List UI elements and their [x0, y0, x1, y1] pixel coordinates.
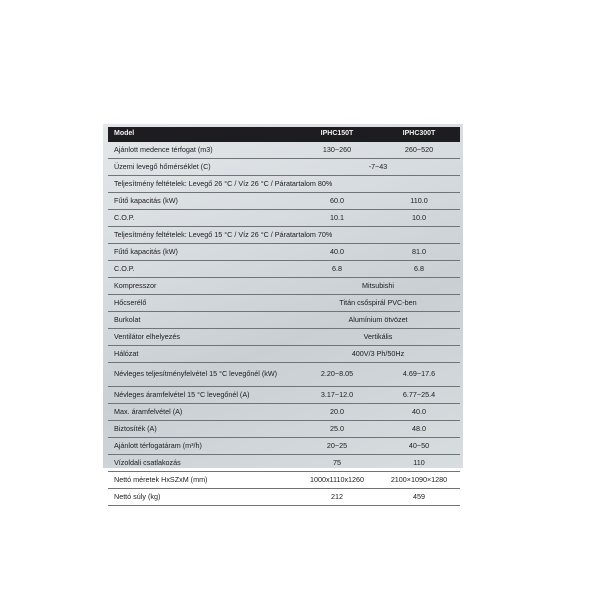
model-b-value: 6.8	[378, 261, 460, 278]
row-label: Hálózat	[108, 346, 296, 363]
model-a-value: 75	[296, 455, 378, 472]
table-row	[108, 227, 460, 244]
table-row	[108, 142, 460, 159]
table-row	[108, 455, 460, 472]
spec-table-body	[108, 142, 460, 506]
model-b-value: 10.0	[378, 210, 460, 227]
shared-value: 400V/3 Ph/50Hz	[296, 346, 460, 363]
row-label: Ajánlott térfogatáram (m³/h)	[108, 438, 296, 455]
row-label: Hőcserélő	[108, 295, 296, 312]
row-label: Ventilátor elhelyezés	[108, 329, 296, 346]
table-row	[108, 244, 460, 261]
model-b-value: 40.0	[378, 404, 460, 421]
model-a-value: 60.0	[296, 193, 378, 210]
row-label: Nettó méretek HxSZxM (mm)	[108, 472, 296, 489]
table-row	[108, 295, 460, 312]
model-b-value: 40~50	[378, 438, 460, 455]
model-b-header: IPHC300T	[378, 127, 460, 142]
table-row	[108, 210, 460, 227]
row-label: Nettó súly (kg)	[108, 489, 296, 506]
shared-value: Titán csőspirál PVC-ben	[296, 295, 460, 312]
table-row	[108, 159, 460, 176]
table-row	[108, 387, 460, 404]
row-label: Max. áramfelvétel (A)	[108, 404, 296, 421]
row-label: Fűtő kapacitás (kW)	[108, 193, 296, 210]
model-a-value: 10.1	[296, 210, 378, 227]
row-label: Ajánlott medence térfogat (m3)	[108, 142, 296, 159]
table-row	[108, 176, 460, 193]
model-a-value: 2.20~8.05	[296, 363, 378, 387]
model-a-value: 130~260	[296, 142, 378, 159]
model-a-value: 20~25	[296, 438, 378, 455]
table-row	[108, 312, 460, 329]
shared-value: Vertikális	[296, 329, 460, 346]
table-row	[108, 438, 460, 455]
shared-value: -7~43	[296, 159, 460, 176]
model-b-value: 6.77~25.4	[378, 387, 460, 404]
row-label: Üzemi levegő hőmérséklet (C)	[108, 159, 296, 176]
table-row	[108, 261, 460, 278]
model-a-value: 6.8	[296, 261, 378, 278]
model-b-value: 260~520	[378, 142, 460, 159]
row-label: Névleges teljesítményfelvétel 15 °C levegőnél (kW)	[108, 363, 296, 387]
model-a-value: 20.0	[296, 404, 378, 421]
row-label: Névleges áramfelvétel 15 °C levegőnél (A)	[108, 387, 296, 404]
model-b-value: 48.0	[378, 421, 460, 438]
table-row	[108, 404, 460, 421]
model-a-value: 1000x1110x1260	[296, 472, 378, 489]
model-b-value: 459	[378, 489, 460, 506]
row-label: Fűtő kapacitás (kW)	[108, 244, 296, 261]
condition-label: Teljesítmény feltételek: Levegő 15 °C / Víz 26 °C / Páratartalom 70%	[108, 227, 460, 244]
table-row	[108, 193, 460, 210]
model-a-header: IPHC150T	[296, 127, 378, 142]
shared-value: Mitsubishi	[296, 278, 460, 295]
model-column-header: Model	[108, 127, 296, 142]
table-row	[108, 346, 460, 363]
shared-value: Alumínium ötvözet	[296, 312, 460, 329]
table-row	[108, 421, 460, 438]
row-label: C.O.P.	[108, 261, 296, 278]
table-row	[108, 278, 460, 295]
row-label: Vízoldali csatlakozás	[108, 455, 296, 472]
table-row	[108, 489, 460, 506]
model-b-value: 110	[378, 455, 460, 472]
model-a-value: 25.0	[296, 421, 378, 438]
spec-table	[108, 127, 460, 506]
row-label: Burkolat	[108, 312, 296, 329]
spec-sheet-panel	[103, 124, 463, 501]
condition-label: Teljesítmény feltételek: Levegő 26 °C / Víz 26 °C / Páratartalom 80%	[108, 176, 460, 193]
table-row	[108, 472, 460, 489]
row-label: Biztosíték (A)	[108, 421, 296, 438]
table-row	[108, 329, 460, 346]
model-b-value: 2100×1090×1280	[378, 472, 460, 489]
model-a-value: 3.17~12.0	[296, 387, 378, 404]
model-b-value: 110.0	[378, 193, 460, 210]
row-label: C.O.P.	[108, 210, 296, 227]
model-a-value: 212	[296, 489, 378, 506]
row-label: Kompresszor	[108, 278, 296, 295]
table-row	[108, 363, 460, 387]
table-header-row	[108, 127, 460, 142]
model-b-value: 4.69~17.6	[378, 363, 460, 387]
model-a-value: 40.0	[296, 244, 378, 261]
model-b-value: 81.0	[378, 244, 460, 261]
